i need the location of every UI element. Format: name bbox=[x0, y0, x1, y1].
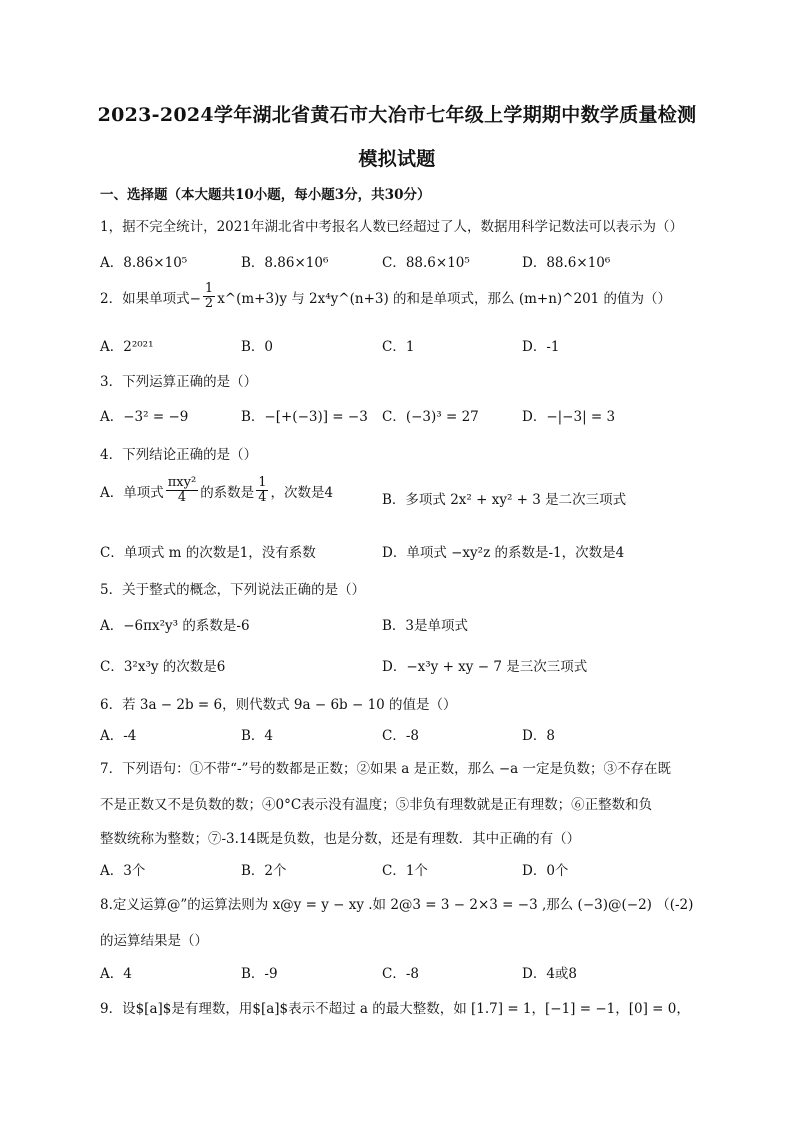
q4-a-fraction-2-denominator: 4 bbox=[258, 490, 267, 506]
q8-option-b: B．-9 bbox=[241, 966, 278, 982]
q5-option-c: C．3²x³y 的次数是6 bbox=[100, 659, 226, 675]
question-6-stem: 6．若 3a − 2b = 6，则代数式 9a − 6b − 10 的值是（） bbox=[100, 697, 457, 713]
q4-option-d: D．单项式 −xy²z 的系数是-1，次数是4 bbox=[382, 545, 625, 561]
q6-option-d: D．8 bbox=[522, 728, 555, 744]
q6-option-a: A．-4 bbox=[100, 728, 137, 744]
q2-fraction bbox=[203, 282, 215, 312]
q4-a-suffix: ，次数是4 bbox=[270, 484, 334, 501]
q3-option-b: B．−[+(−3)] = −3 bbox=[241, 409, 368, 425]
q7-option-b: B．2个 bbox=[241, 863, 287, 879]
q4-a-fraction-1-denominator: 4 bbox=[177, 490, 187, 506]
q6-option-b: B．4 bbox=[241, 728, 274, 744]
q7-option-c: C．1个 bbox=[382, 863, 428, 879]
q1-option-d: D．88.6×10⁶ bbox=[522, 255, 611, 271]
question-7-line-3: 整数统称为整数；⑦-3.14既是负数，也是分数，还是有理数．其中正确的有（） bbox=[100, 831, 581, 847]
q3-option-c: C．(−3)³ = 27 bbox=[382, 409, 479, 425]
q4-a-fraction-1-numerator: πxy² bbox=[167, 475, 197, 490]
q4-a-prefix: A．单项式 bbox=[100, 484, 164, 501]
q2-option-c: C．1 bbox=[382, 339, 415, 355]
q4-a-middle: 的系数是 bbox=[200, 484, 255, 501]
q7-option-a: A．3个 bbox=[100, 863, 146, 879]
q2-stem-prefix: 2．如果单项式− bbox=[100, 290, 201, 307]
exam-title-line2: 模拟试题 bbox=[358, 148, 436, 170]
q2-stem-suffix: x^(m+3)y 与 2x⁴y^(n+3) 的和是单项式，那么 (m+n)^201 的值为（） bbox=[217, 290, 672, 307]
question-8-line-2: 的运算结果是（） bbox=[100, 933, 208, 949]
q2-fraction-denominator: 2 bbox=[204, 296, 214, 312]
q2-option-b: B．0 bbox=[241, 339, 274, 355]
q2-option-a: A．2²⁰²¹ bbox=[100, 339, 154, 355]
q1-option-c: C．88.6×10⁵ bbox=[382, 255, 470, 271]
q3-option-d: D．−|−3| = 3 bbox=[522, 409, 616, 425]
question-5-stem: 5．关于整式的概念，下列说法正确的是（） bbox=[100, 582, 366, 598]
q4-option-b: B．多项式 2x² + xy² + 3 是二次三项式 bbox=[382, 492, 627, 508]
question-7-line-1: 7．下列语句：①不带“-”号的数都是正数；②如果 a 是正数，那么 −a 一定是负数；③不存在既 bbox=[100, 761, 672, 777]
q1-option-a: A．8.86×10⁵ bbox=[100, 255, 188, 271]
question-9-line-1: 9．设$[a]$是有理数，用$[a]$表示不超过 a 的最大整数，如 [1.7] = 1，[−1] = −1，[0] = 0， bbox=[100, 1001, 690, 1017]
question-3-stem: 3．下列运算正确的是（） bbox=[100, 374, 258, 390]
section-heading-choice: 一、选择题（本大题共10小题，每小题3分，共30分） bbox=[100, 187, 431, 203]
q4-option-a bbox=[100, 476, 333, 506]
q4-option-c: C．单项式 m 的次数是1，没有系数 bbox=[100, 545, 316, 561]
exam-title-line1: 2023-2024学年湖北省黄石市大冶市七年级上学期期中数学质量检测 bbox=[97, 104, 697, 126]
q6-option-c: C．-8 bbox=[382, 728, 419, 744]
q1-option-b: B．8.86×10⁶ bbox=[241, 255, 329, 271]
q2-option-d: D．-1 bbox=[522, 339, 560, 355]
q8-option-d: D．4或8 bbox=[522, 966, 578, 982]
q3-option-a: A．−3² = −9 bbox=[100, 409, 189, 425]
question-4-stem: 4．下列结论正确的是（） bbox=[100, 447, 258, 463]
q7-option-d: D．0个 bbox=[522, 863, 569, 879]
question-7-line-2: 不是正数又不是负数的数；④0°C表示没有温度；⑤非负有理数就是正有理数；⑥正整数和负 bbox=[100, 797, 653, 813]
q5-option-a: A．−6πx²y³ 的系数是-6 bbox=[100, 618, 250, 634]
q8-option-a: A．4 bbox=[100, 966, 132, 982]
q2-fraction-numerator: 1 bbox=[204, 281, 214, 296]
q5-option-d: D．−x³y + xy − 7 是三次三项式 bbox=[382, 659, 588, 675]
q4-a-fraction-2-numerator: 1 bbox=[258, 475, 267, 490]
q4-a-fraction-1 bbox=[166, 476, 198, 506]
question-1-stem: 1，据不完全统计，2021年湖北省中考报名人数已经超过了人，数据用科学记数法可以表示为（） bbox=[100, 219, 683, 235]
question-2-stem bbox=[100, 282, 671, 312]
q4-a-fraction-2 bbox=[256, 476, 268, 506]
question-8-line-1: 8.定义运算@”的运算法则为 x@y = y − xy .如 2@3 = 3 − 2×3 = −3 ,那么 (−3)@(−2) （(-2) bbox=[100, 897, 694, 913]
q5-option-b: B．3是单项式 bbox=[382, 618, 469, 634]
q8-option-c: C．-8 bbox=[382, 966, 419, 982]
